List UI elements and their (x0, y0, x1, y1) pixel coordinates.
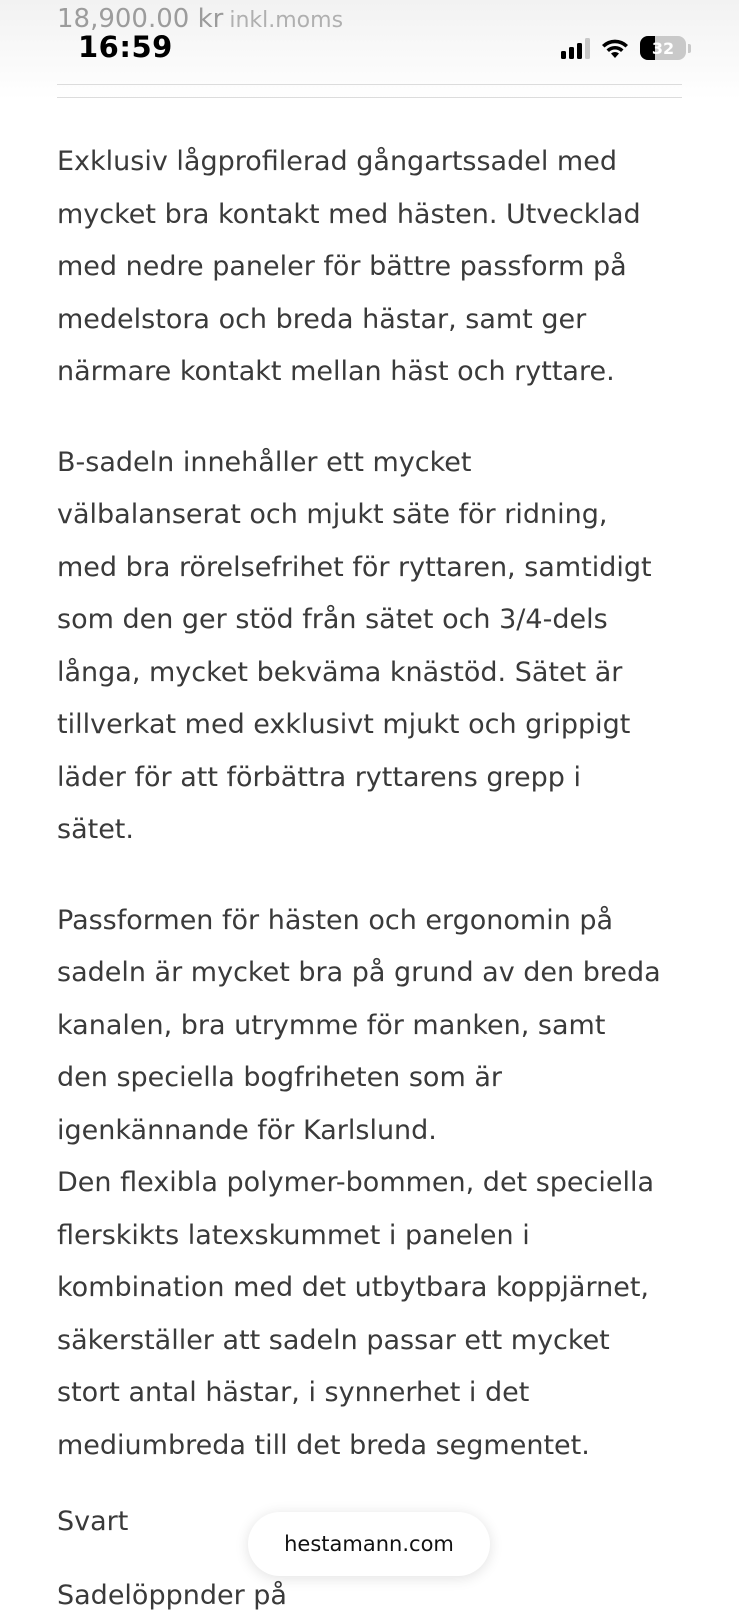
status-icons (561, 36, 691, 60)
text-line: B-sadeln innehåller ett mycket (57, 446, 472, 478)
text-line: säkerställer att sadeln passar ett mycket (57, 1324, 610, 1356)
address-bar[interactable] (248, 1512, 490, 1576)
text-line: mediumbreda till det breda segmentet. (57, 1429, 590, 1461)
divider (57, 84, 682, 85)
text-line: sadeln är mycket bra på grund av den breda (57, 957, 661, 988)
text-line: med nedre paneler för bättre passform på (57, 251, 627, 282)
text-line: som den ger stöd från sätet och 3/4-dels (57, 604, 608, 635)
text-line: mycket bra kontakt med hästen. Utvecklad (57, 198, 641, 230)
text-line: tillverkat med exklusivt mjukt och grippigt (57, 709, 631, 740)
text-line: medelstora och breda hästar, samt ger (57, 303, 587, 335)
text-line: Exklusiv lågprofilerad gångartssadel med (57, 146, 617, 177)
text-line: stort antal hästar, i synnerhet i det (57, 1377, 530, 1408)
text-line: kanalen, bra utrymme för manken, samt (57, 1009, 606, 1041)
text-line: med bra rörelsefrihet för ryttaren, samtidigt (57, 551, 652, 583)
battery-percent: 32 (651, 38, 675, 58)
wifi-icon (600, 37, 630, 59)
text-line: sätet. (57, 814, 134, 845)
battery-cap (688, 44, 691, 53)
status-time: 16:59 (78, 30, 173, 64)
cut-off-text-line: Sadelöppnder på (57, 1580, 287, 1611)
url-text: hestamann.com (284, 1532, 454, 1556)
text-line: flerskikts latexskummet i panelen i (57, 1219, 530, 1251)
text-line: Passformen för hästen och ergonomin på (57, 904, 614, 936)
description-paragraph (57, 895, 687, 1473)
text-line: kombination med det utbytbara koppjärnet, (57, 1272, 649, 1303)
price-value: 18,900.00 kr (57, 4, 224, 34)
price-vat-note: inkl.moms (229, 8, 344, 33)
product-color: Svart (57, 1506, 129, 1537)
text-line: långa, mycket bekväma knästöd. Sätet är (57, 656, 623, 688)
product-description (57, 136, 687, 1510)
text-line: Den flexibla polymer-bommen, det speciella (57, 1167, 655, 1198)
text-line: igenkännande för Karlslund. (57, 1114, 437, 1146)
text-line: den speciella bogfriheten som är (57, 1062, 502, 1093)
text-line: läder för att förbättra ryttarens grepp i (57, 761, 581, 793)
cellular-signal-icon (561, 37, 590, 59)
divider (57, 97, 682, 98)
text-line: närmare kontakt mellan häst och ryttare. (57, 356, 615, 387)
text-line: välbalanserat och mjukt säte för ridning, (57, 499, 608, 530)
battery-icon (640, 36, 686, 60)
description-paragraph (57, 136, 687, 399)
description-paragraph (57, 437, 687, 857)
